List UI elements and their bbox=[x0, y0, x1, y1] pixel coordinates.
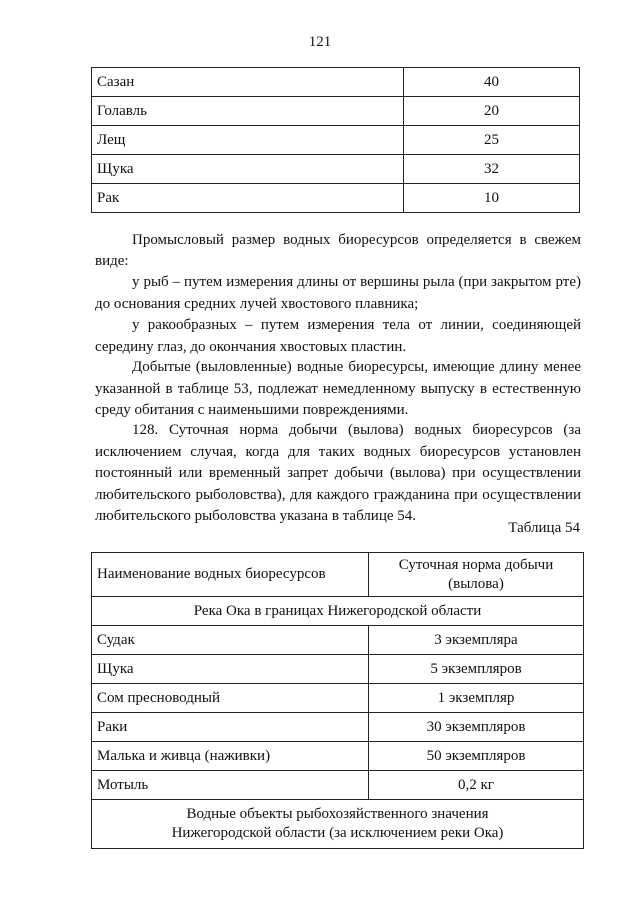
species-cell: Раки bbox=[92, 713, 369, 742]
table-header-row bbox=[92, 553, 584, 597]
norm-cell: 0,2 кг bbox=[369, 771, 584, 800]
norm-cell: 50 экземпляров bbox=[369, 742, 584, 771]
section-title-oka: Река Ока в границах Нижегородской области bbox=[92, 597, 584, 626]
table-caption: Таблица 54 bbox=[508, 520, 580, 536]
norm-cell: 3 экземпляра bbox=[369, 626, 584, 655]
norm-cell: 30 экземпляров bbox=[369, 713, 584, 742]
size-table bbox=[91, 67, 580, 213]
size-cell: 40 bbox=[404, 68, 580, 97]
paragraph-3: у ракообразных – путем измерения тела от линии, соединяющей середину глаз, до окончания хвостовых пластин. bbox=[95, 317, 581, 355]
species-cell: Малька и живца (наживки) bbox=[92, 742, 369, 771]
table-row bbox=[92, 184, 580, 213]
table-row bbox=[92, 97, 580, 126]
species-cell: Лещ bbox=[92, 126, 404, 155]
section-2-line-1: Водные объекты рыбохозяйственного значения bbox=[186, 806, 489, 822]
header-name: Наименование водных биоресурсов bbox=[92, 553, 369, 597]
paragraph-1-line-2: виде: bbox=[95, 253, 129, 269]
size-cell: 20 bbox=[404, 97, 580, 126]
table-row bbox=[92, 684, 584, 713]
table-row bbox=[92, 771, 584, 800]
table-row bbox=[92, 155, 580, 184]
size-cell: 32 bbox=[404, 155, 580, 184]
species-cell: Щука bbox=[92, 155, 404, 184]
daily-limit-table bbox=[91, 552, 584, 849]
size-cell: 25 bbox=[404, 126, 580, 155]
table-row bbox=[92, 126, 580, 155]
paragraph-1-line-1: Промысловый размер водных биоресурсов определяется в свежем bbox=[132, 232, 581, 248]
header-norm-line-1: Суточная норма добычи bbox=[398, 556, 554, 573]
section-row bbox=[92, 800, 584, 849]
species-cell: Судак bbox=[92, 626, 369, 655]
species-cell: Голавль bbox=[92, 97, 404, 126]
paragraph-5: 128. Суточная норма добычи (вылова) водных биоресурсов (за исключением случая, когда для таких водных биоресурсов установлен постоянный или временный запрет добычи (вылова) при осуществлении любительского рыболовства), для каждого гражданина при осуществлении любительского рыболовства указана в таблице 54. bbox=[95, 422, 581, 524]
norm-cell: 5 экземпляров bbox=[369, 655, 584, 684]
page-number: 121 bbox=[308, 34, 332, 50]
section-row bbox=[92, 597, 584, 626]
table-row bbox=[92, 713, 584, 742]
species-cell: Сазан bbox=[92, 68, 404, 97]
species-cell: Щука bbox=[92, 655, 369, 684]
table-row bbox=[92, 68, 580, 97]
species-cell: Сом пресноводный bbox=[92, 684, 369, 713]
size-cell: 10 bbox=[404, 184, 580, 213]
paragraph-4: Добытые (выловленные) водные биоресурсы, имеющие длину менее указанной в таблице 53, подлежат немедленному выпуску в естественную среду обитания с наименьшими повреждениями. bbox=[95, 359, 581, 418]
section-2-line-2: Нижегородской области (за исключением реки Ока) bbox=[171, 825, 504, 841]
paragraph-2: у рыб – путем измерения длины от вершины рыла (при закрытом рте) до основания средних лучей хвостового плавника; bbox=[95, 274, 581, 312]
table-row bbox=[92, 742, 584, 771]
table-row bbox=[92, 655, 584, 684]
species-cell: Рак bbox=[92, 184, 404, 213]
header-norm bbox=[369, 553, 584, 597]
header-norm-line-2: (вылова) bbox=[448, 575, 504, 592]
norm-cell: 1 экземпляр bbox=[369, 684, 584, 713]
section-title-other-waters bbox=[92, 800, 584, 849]
species-cell: Мотыль bbox=[92, 771, 369, 800]
table-row bbox=[92, 626, 584, 655]
